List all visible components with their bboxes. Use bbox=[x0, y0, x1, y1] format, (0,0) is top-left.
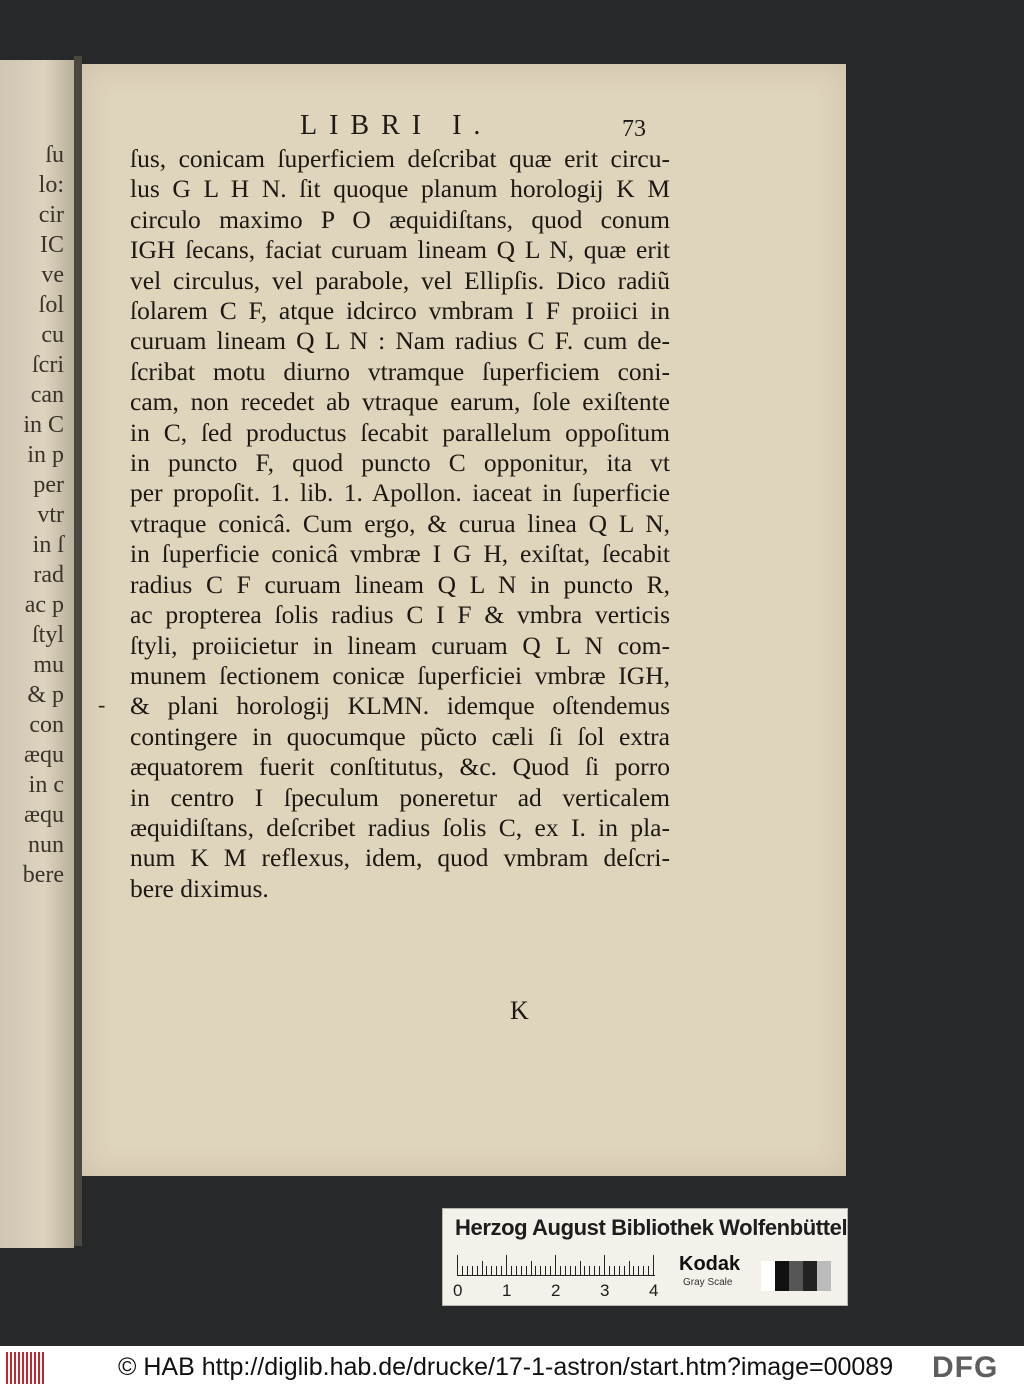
text-line: num K M reflexus, idem, quod vmbram deſcri- bbox=[130, 843, 670, 873]
text-line: curuam lineam Q L N : Nam radius C F. cum de- bbox=[130, 326, 670, 356]
copyright-link[interactable]: © HAB http://diglib.hab.de/drucke/17-1-astron/start.htm?image=00089 bbox=[118, 1353, 894, 1381]
text-line: vel circulus, vel parabole, vel Ellipſis. Dico radiũ bbox=[130, 265, 670, 295]
ruler-tick bbox=[496, 1266, 497, 1275]
previous-page-fragment: mu bbox=[33, 652, 64, 678]
gray-swatch bbox=[817, 1261, 831, 1291]
ruler-tick bbox=[545, 1266, 546, 1275]
ruler-tick bbox=[614, 1266, 615, 1275]
signature-mark: K bbox=[510, 996, 529, 1025]
ruler-tick bbox=[624, 1266, 625, 1275]
ruler-tick bbox=[531, 1261, 532, 1275]
text-line: lus G L H N. ſit quoque planum horologij K M bbox=[130, 174, 670, 204]
previous-page-fragment: in C bbox=[23, 412, 64, 438]
previous-page-fragment: ac p bbox=[24, 592, 64, 618]
text-line: radius C F curuam lineam Q L N in puncto R, bbox=[130, 569, 670, 599]
ruler-tick bbox=[609, 1266, 610, 1275]
ruler-tick bbox=[491, 1266, 492, 1275]
gray-swatch bbox=[789, 1261, 803, 1291]
ruler-tick bbox=[550, 1266, 551, 1275]
running-title: LIBRI I. bbox=[300, 110, 493, 141]
dfg-logo: DFG bbox=[932, 1351, 999, 1384]
hab-barcode-icon bbox=[6, 1352, 46, 1384]
ruler-label: 0 bbox=[453, 1281, 463, 1300]
ruler-tick bbox=[589, 1266, 590, 1275]
card-title: Herzog August Bibliothek Wolfenbüttel bbox=[455, 1215, 848, 1240]
text-line: bere diximus. bbox=[130, 873, 269, 903]
viewer-footer bbox=[0, 1346, 1024, 1389]
previous-page-fragment: IC bbox=[40, 232, 64, 258]
ruler-tick bbox=[535, 1266, 536, 1275]
gray-swatch bbox=[831, 1261, 845, 1291]
previous-page-fragment: æqu bbox=[23, 802, 64, 828]
ruler-tick bbox=[648, 1266, 649, 1275]
scale-ruler bbox=[457, 1255, 655, 1276]
previous-page-fragment: rad bbox=[33, 562, 64, 588]
ruler-tick bbox=[575, 1266, 576, 1275]
ruler-label: 1 bbox=[502, 1281, 512, 1300]
ruler-tick bbox=[501, 1266, 502, 1275]
previous-page-fragment: can bbox=[30, 382, 64, 408]
gray-swatch bbox=[775, 1261, 789, 1291]
text-line: circulo maximo P O æquidiſtans, quod conum bbox=[130, 204, 670, 234]
ruler-tick bbox=[565, 1266, 566, 1275]
previous-page-fragment: ſol bbox=[38, 292, 64, 318]
text-line: æquidiſtans, deſcribet radius ſolis C, ex I. in pla- bbox=[130, 812, 670, 842]
ruler-tick bbox=[467, 1266, 468, 1275]
previous-page-fragment: per bbox=[33, 472, 64, 498]
ruler-tick bbox=[462, 1266, 463, 1275]
text-line: ſcribat motu diurno vtramque ſuperficiem coni- bbox=[130, 356, 670, 386]
text-line: ſolarem C F, atque idcirco vmbram I F proiici in bbox=[130, 296, 670, 326]
text-line: per propoſit. 1. lib. 1. Apollon. iaceat in ſuperficie bbox=[130, 478, 670, 508]
ruler-tick bbox=[511, 1266, 512, 1275]
book-page bbox=[82, 64, 846, 1176]
ruler-tick bbox=[482, 1261, 483, 1275]
text-line: ſus, conicam ſuperficiem deſcribat quæ erit circu- bbox=[130, 144, 670, 173]
text-line: IGH ſecans, faciat curuam lineam Q L N, quæ erit bbox=[130, 235, 670, 265]
previous-page-fragment: bere bbox=[22, 862, 64, 888]
text-line: munem ſectionem conicæ ſuperficiei vmbræ IGH, bbox=[130, 660, 670, 690]
ruler-tick bbox=[580, 1261, 581, 1275]
text-line: cam, non recedet ab vtraque earum, ſole exiſtente bbox=[130, 387, 670, 417]
text-line: contingere in quocumque pũcto cæli ſi ſol extra bbox=[130, 721, 670, 751]
text-line: æquatorem fuerit conſtitutus, &c. Quod ſi porro bbox=[130, 752, 670, 782]
previous-page-fragment: æqu bbox=[23, 742, 64, 768]
ruler-tick bbox=[594, 1266, 595, 1275]
previous-page-fragment: in ſ bbox=[32, 532, 64, 558]
ruler-tick bbox=[599, 1266, 600, 1275]
text-line: in ſuperficie conicâ vmbræ I G H, exiſtat, ſecabit bbox=[130, 539, 670, 569]
ruler-tick bbox=[638, 1266, 639, 1275]
ruler-tick bbox=[643, 1266, 644, 1275]
previous-page-fragment: ſcri bbox=[32, 352, 64, 378]
margin-mark: - bbox=[98, 692, 106, 717]
previous-page-fragment: ſtyl bbox=[31, 622, 64, 648]
text-line: & plani horologij KLMN. idemque oſtendemus bbox=[130, 691, 670, 721]
previous-page-fragment: nun bbox=[28, 832, 64, 858]
text-line: in C, ſed productus ſecabit parallelum oppoſitum bbox=[130, 417, 670, 447]
ruler-tick bbox=[653, 1255, 654, 1275]
book-gutter bbox=[74, 56, 82, 1246]
body-text bbox=[130, 144, 670, 904]
ruler-tick bbox=[457, 1255, 458, 1275]
previous-page-fragment: & p bbox=[27, 682, 64, 708]
ruler-tick bbox=[560, 1266, 561, 1275]
ruler-tick bbox=[521, 1266, 522, 1275]
ruler-tick bbox=[570, 1266, 571, 1275]
ruler-tick bbox=[472, 1266, 473, 1275]
ruler-label: 2 bbox=[551, 1281, 561, 1300]
previous-page-fragment: con bbox=[29, 712, 64, 738]
text-line: vtraque conicâ. Cum ergo, & curua linea Q L N, bbox=[130, 508, 670, 538]
previous-page-fragment: ve bbox=[41, 262, 64, 288]
grayscale-label: Gray Scale bbox=[683, 1277, 733, 1288]
gray-swatch bbox=[803, 1261, 817, 1291]
ruler-tick bbox=[477, 1266, 478, 1275]
previous-page-edge bbox=[0, 60, 74, 1248]
ruler-tick bbox=[540, 1266, 541, 1275]
ruler-tick bbox=[526, 1266, 527, 1275]
previous-page-fragment: vtr bbox=[37, 502, 64, 528]
ruler-tick bbox=[619, 1266, 620, 1275]
text-line: in centro I ſpeculum poneretur ad verticalem bbox=[130, 782, 670, 812]
text-line: ac propterea ſolis radius C I F & vmbra verticis bbox=[130, 600, 670, 630]
previous-page-fragment: ſu bbox=[45, 142, 64, 168]
ruler-tick bbox=[555, 1255, 556, 1275]
previous-page-fragment: cu bbox=[41, 322, 64, 348]
ruler-label: 4 bbox=[649, 1281, 659, 1300]
ruler-tick bbox=[633, 1266, 634, 1275]
ruler-tick bbox=[604, 1255, 605, 1275]
ruler-tick bbox=[516, 1266, 517, 1275]
previous-page-fragment: in p bbox=[27, 442, 64, 468]
gray-swatch bbox=[761, 1261, 775, 1291]
ruler-tick bbox=[584, 1266, 585, 1275]
ruler-tick bbox=[506, 1255, 507, 1275]
ruler-tick bbox=[486, 1266, 487, 1275]
previous-page-fragment: lo: bbox=[38, 172, 64, 198]
previous-page-fragment: cir bbox=[38, 202, 64, 228]
previous-page-fragment: in c bbox=[28, 772, 64, 798]
gray-swatches bbox=[761, 1261, 845, 1291]
page-number: 73 bbox=[622, 116, 646, 142]
color-calibration-card bbox=[442, 1208, 848, 1306]
text-line: in puncto F, quod puncto C opponitur, ita vt bbox=[130, 448, 670, 478]
ruler-label: 3 bbox=[600, 1281, 610, 1300]
kodak-logo: Kodak bbox=[679, 1253, 741, 1275]
text-line: ſtyli, proiicietur in lineam curuam Q L N com- bbox=[130, 630, 670, 660]
ruler-tick bbox=[629, 1261, 630, 1275]
